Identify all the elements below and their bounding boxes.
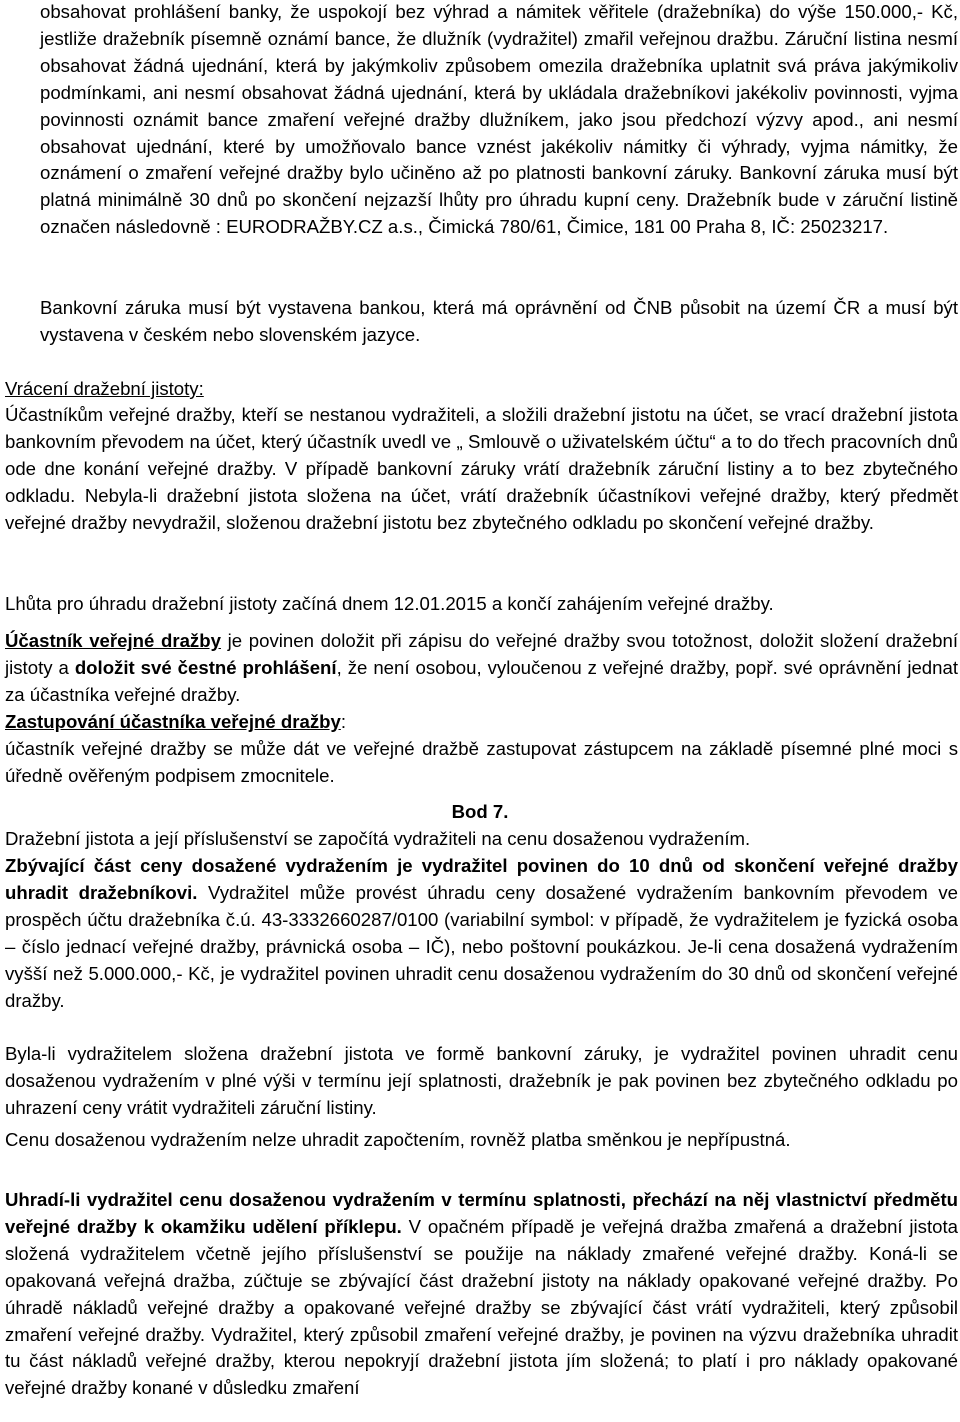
payment-text: Vydražitel může provést úhradu ceny dosažené vydražením bankovním převodem ve prospěch účtu dražebníka č.ú. 43-3332660287/0100 (variabilní symbol: v případě, že vydražitelem je fyzická osoba – číslo jednací veřejné dražby, právnická osoba – IČ), nebo poštovní poukázkou. Je-li cena dosažená vydražením vyšší než 5.000.000,- Kč, je vydražitel povinen uhradit cenu dosaženou vydražením do 30 dnů od skončení veřejné dražby. xyxy=(5,881,958,1011)
payment-paragraph xyxy=(5,853,958,1014)
refund-paragraph: Účastníkům veřejné dražby, kteří se nestanou vydražiteli, a složili dražební jistotu na účet, se vrací dražební jistota bankovním převodem na účet, který účastník uvedl ve „ Smlouvě o uživatelském účtu“ a to do třech pracovních dnů ode dne konání veřejné dražby. V případě bankovní záruky vrátí dražebník záruční listiny a to bez zbytečného odkladu. Nebyla-li dražební jistota složena na účet, vrátí dražebník účastníkovi veřejné dražby, který předmět veřejné dražby nevydražil, složenou dražební jistotu bez zbytečného odkladu po skončení veřejné dražby. xyxy=(5,404,958,533)
deposit-deadline-paragraph: Lhůta pro úhradu dražební jistoty začíná dnem 12.01.2015 a končí zahájením veřejné dražby. xyxy=(5,593,774,614)
guarantee-requirements-paragraph xyxy=(40,0,958,241)
representation-paragraph: účastník veřejné dražby se může dát ve veřejné dražbě zastupovat zástupcem na základě písemné plné moci s úředně ověřeným podpisem zmocnitele. xyxy=(5,738,958,786)
no-offset-paragraph: Cenu dosaženou vydražením nelze uhradit započtením, rovněž platba směnkou je nepřípustná. xyxy=(5,1129,791,1150)
deposit-offset-paragraph: Dražební jistota a její příslušenství se započítá vydražiteli na cenu dosaženou vydražením. xyxy=(5,828,751,849)
participant-duties-bold-2: doložit své čestné prohlášení xyxy=(74,656,337,678)
participant-duties-bold-1: Účastník veřejné dražby xyxy=(5,630,221,651)
guarantee-requirements-text-2: Záruční listina nesmí obsahovat žádná ujednání, která by jakýmkoliv způsobem omezila dražebníka uplatnit svá práva jakýmikoliv podmínkami, ani nesmí obsahovat žádná ujednání, která by ukládala dražebníkovi jakékoliv povinnosti, vyjma povinnosti oznámit bance zmaření veřejné dražby dlužníkem, jako jsou předchozí výzvy apod. xyxy=(40,27,958,130)
heading-zastupovani-colon: : xyxy=(340,711,347,732)
heading-vraceni-jistoty xyxy=(5,376,958,403)
bank-guarantee-payment-paragraph: Byla-li vydražitelem složena dražební jistota ve formě bankovní záruky, je vydražitel povinen uhradit cenu dosaženou vydražením v plné výši v termínu její splatnosti, dražebník je pak povinen bez zbytečného odkladu po uhrazení ceny vrátit vydražiteli záruční listiny. xyxy=(5,1043,958,1118)
heading-vraceni-jistoty-text: Vrácení dražební jistoty: xyxy=(5,378,204,399)
bank-authorization-paragraph: Bankovní záruka musí být vystavena bankou, která má oprávnění od ČNB působit na území ČR a musí být vystavena v českém nebo slovenském jazyce. xyxy=(40,297,958,345)
heading-zastupovani-text: Zastupování účastníka veřejné dražby xyxy=(5,711,341,732)
heading-zastupovani xyxy=(5,709,958,736)
participant-duties-text-2: , že není osobou, vyloučenou z veřejné dražby, popř. své oprávnění jednat za účastníka veřejné dražby. xyxy=(5,656,959,705)
payment-bold: Zbývající část ceny dosažené vydražením je vydražitel povinen do 10 dnů od skončení veřejné dražby uhradit dražebníkovi. xyxy=(5,855,958,903)
ownership-transfer-bold: Uhradí-li vydražitel cenu dosaženou vydražením v termínu splatnosti, přechází na něj vlastnictví předmětu veřejné dražby k okamžiku udělení příklepu. xyxy=(5,1189,958,1237)
guarantee-requirements-text-3: , ani nesmí obsahovat ujednání, které by umožňovalo bance vznést jakékoliv námitky či výhrady, vyjma námitky, že oznámení o zmaření veřejné dražby bylo učiněno až po platnosti bankovní záruky. Bankovní záruka musí být platná minimálně 30 dnů po skončení nejzazší lhůty pro úhradu kupní ceny. Dražebník bude v záruční listině označen následovně : EURODRAŽBY.CZ a.s., Čimická 780/61, Čimice, 181 00 Praha 8, IČ: 25023217. xyxy=(40,108,958,238)
participant-duties-paragraph xyxy=(5,628,958,709)
guarantee-requirements-text-1: obsahovat prohlášení banky, že uspokojí bez výhrad a námitek věřitele (dražebníka) do výše 150.000,- Kč, jestliže dražebník písemně oznámí bance, že dlužník (vydražitel) zmařil veřejnou dražbu. xyxy=(40,1,958,49)
participant-duties-text-1: je povinen doložit při zápisu do veřejné dražby svou totožnost, doložit složení dražební jistoty a xyxy=(5,630,958,678)
section-title-bod-7: Bod 7. xyxy=(451,801,509,822)
ownership-transfer-paragraph xyxy=(5,1187,958,1402)
ownership-transfer-text: V opačném případě je veřejná dražba zmařená a dražební jistota složená vydražitelem včetně jejího příslušenství se použije na náklady zmařené veřejné dražby. Koná-li se opakovaná veřejná dražba, zúčtuje se zbývající část dražební jistoty na náklady opakované veřejné dražby. Po úhradě nákladů veřejné dražby a opakované veřejné dražby se zbývající část vrátí vydražiteli, který způsobil zmaření veřejné dražby. Vydražitel, který způsobil zmaření veřejné dražby, je povinen na výzvu dražebníka uhradit tu část nákladů veřejné dražby, kterou nepokryjí dražební jistota jím složená; to platí i pro náklady opakované veřejné dražby konané v důsledku zmaření xyxy=(5,1215,958,1399)
